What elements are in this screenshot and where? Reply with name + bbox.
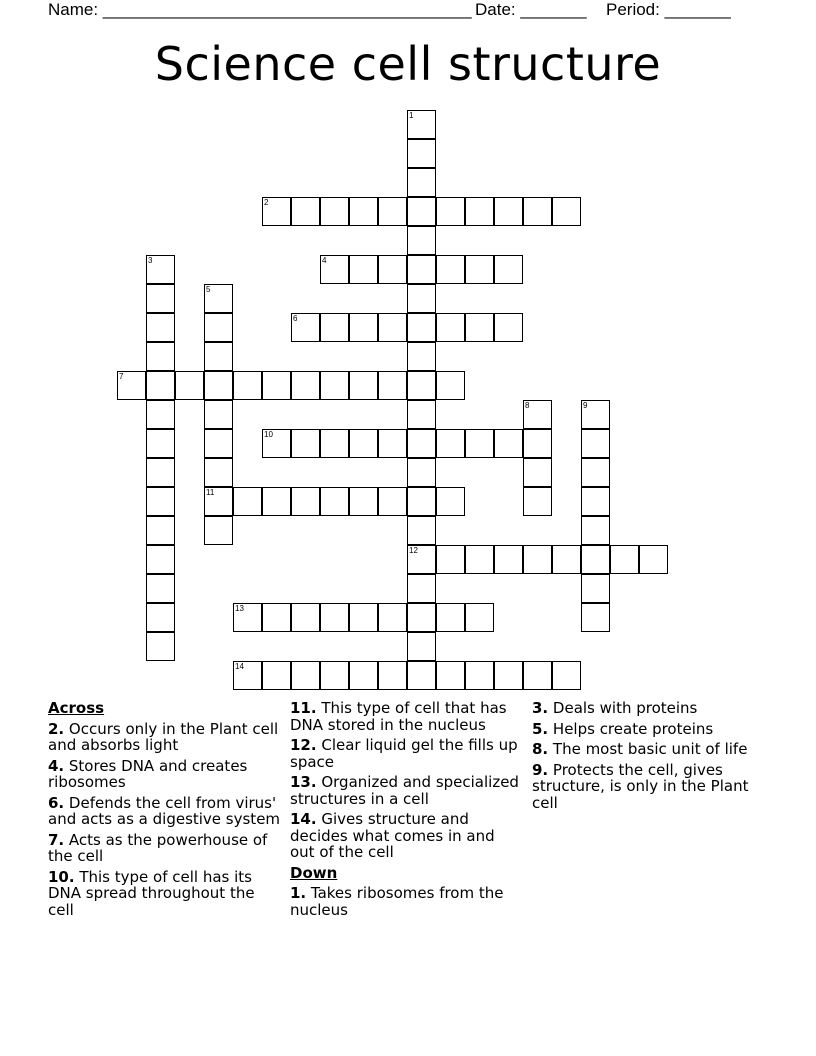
grid-cell[interactable] (146, 458, 175, 487)
grid-cell[interactable] (552, 545, 581, 574)
grid-cell[interactable] (407, 139, 436, 168)
grid-cell[interactable] (494, 197, 523, 226)
clue-text: Helps create proteins (548, 719, 714, 738)
grid-cell[interactable] (581, 458, 610, 487)
clue-text: Organized and specialized structures in a cell (290, 773, 519, 808)
grid-cell[interactable] (378, 429, 407, 458)
grid-cell[interactable] (146, 516, 175, 545)
page-title: Science cell structure (154, 37, 662, 91)
grid-cell[interactable] (523, 661, 552, 690)
clue-number: 6. (48, 793, 65, 812)
clue-item (532, 741, 772, 758)
grid-cell[interactable] (262, 661, 291, 690)
grid-cell[interactable] (436, 371, 465, 400)
grid-cell[interactable] (349, 429, 378, 458)
grid-cell[interactable] (465, 255, 494, 284)
grid-cell[interactable] (407, 545, 436, 574)
grid-cell[interactable] (146, 313, 175, 342)
grid-cell[interactable] (378, 255, 407, 284)
grid-cell[interactable] (146, 603, 175, 632)
grid-cell[interactable] (465, 661, 494, 690)
clue-text: Takes ribosomes from the nucleus (290, 884, 504, 919)
clue-item (532, 762, 772, 812)
grid-cell[interactable] (465, 603, 494, 632)
clue-item (48, 795, 284, 828)
grid-cell[interactable] (407, 110, 436, 139)
grid-cell[interactable] (581, 545, 610, 574)
grid-cell[interactable] (581, 429, 610, 458)
grid-cell[interactable] (146, 400, 175, 429)
grid-cell[interactable] (146, 574, 175, 603)
clue-item (290, 811, 520, 861)
grid-cell[interactable] (407, 342, 436, 371)
period-line: _______ (664, 0, 731, 19)
grid-cell[interactable] (349, 661, 378, 690)
grid-cell[interactable] (552, 197, 581, 226)
grid-cell[interactable] (436, 255, 465, 284)
grid-cell[interactable] (523, 197, 552, 226)
clue-number: 2. (48, 719, 65, 738)
clue-number-label: 3 (148, 256, 153, 265)
clue-item (290, 737, 520, 770)
grid-cell[interactable] (523, 400, 552, 429)
grid-cell[interactable] (320, 603, 349, 632)
clue-number-label: 2 (264, 198, 269, 207)
grid-cell[interactable] (378, 487, 407, 516)
grid-cell[interactable] (291, 371, 320, 400)
clue-item (48, 758, 284, 791)
grid-cell[interactable] (407, 313, 436, 342)
clue-text: Occurs only in the Plant cell and absorbs light (48, 719, 279, 754)
clue-text: The most basic unit of life (548, 740, 748, 758)
grid-cell[interactable] (146, 284, 175, 313)
clue-item (290, 885, 520, 918)
clue-number: 13. (290, 773, 317, 791)
grid-cell[interactable] (407, 226, 436, 255)
grid-cell[interactable] (436, 429, 465, 458)
grid-cell[interactable] (146, 545, 175, 574)
clue-number: 7. (48, 830, 65, 849)
grid-cell[interactable] (146, 371, 175, 400)
grid-cell[interactable] (378, 197, 407, 226)
grid-cell[interactable] (436, 661, 465, 690)
grid-cell[interactable] (407, 400, 436, 429)
grid-cell[interactable] (465, 429, 494, 458)
grid-cell[interactable] (204, 371, 233, 400)
grid-cell[interactable] (233, 603, 262, 632)
grid-cell[interactable] (436, 197, 465, 226)
down-heading: Down (290, 863, 338, 882)
date-line: _______ (520, 0, 587, 19)
grid-cell[interactable] (146, 487, 175, 516)
grid-cell[interactable] (378, 603, 407, 632)
period-label: Period: (606, 0, 665, 19)
clue-text: Stores DNA and creates ribosomes (48, 756, 248, 791)
grid-cell[interactable] (349, 603, 378, 632)
grid-cell[interactable] (407, 429, 436, 458)
grid-cell[interactable] (204, 284, 233, 313)
clue-number-label: 13 (235, 604, 244, 613)
grid-cell[interactable] (320, 661, 349, 690)
grid-cell[interactable] (436, 603, 465, 632)
grid-cell[interactable] (262, 487, 291, 516)
grid-cell[interactable] (291, 197, 320, 226)
clue-item (290, 700, 520, 733)
grid-cell[interactable] (291, 429, 320, 458)
grid-cell[interactable] (378, 313, 407, 342)
clue-item (48, 869, 284, 919)
grid-cell[interactable] (204, 429, 233, 458)
grid-cell[interactable] (523, 429, 552, 458)
clue-number: 5. (532, 719, 549, 738)
grid-cell[interactable] (233, 661, 262, 690)
grid-cell[interactable] (291, 603, 320, 632)
name-label: Name: (48, 0, 103, 19)
grid-cell[interactable] (494, 255, 523, 284)
grid-cell[interactable] (494, 661, 523, 690)
grid-cell[interactable] (581, 400, 610, 429)
grid-cell[interactable] (349, 255, 378, 284)
clues-column-3 (532, 700, 772, 815)
grid-cell[interactable] (291, 661, 320, 690)
grid-cell[interactable] (407, 458, 436, 487)
grid-cell[interactable] (581, 574, 610, 603)
grid-cell[interactable] (436, 313, 465, 342)
grid-cell[interactable] (233, 487, 262, 516)
grid-cell[interactable] (552, 661, 581, 690)
grid-cell[interactable] (523, 458, 552, 487)
grid-cell[interactable] (204, 516, 233, 545)
grid-cell[interactable] (407, 661, 436, 690)
grid-cell[interactable] (465, 313, 494, 342)
clue-text: Clear liquid gel the fills up space (290, 736, 518, 771)
grid-cell[interactable] (465, 545, 494, 574)
grid-cell[interactable] (407, 371, 436, 400)
clue-number-label: 7 (119, 372, 124, 381)
grid-cell[interactable] (378, 371, 407, 400)
grid-cell[interactable] (291, 313, 320, 342)
grid-cell[interactable] (204, 400, 233, 429)
clues-column-1 (48, 700, 284, 922)
clue-number: 10. (48, 867, 75, 886)
clues-column-2 (290, 700, 520, 922)
clue-text: Defends the cell from virus' and acts as a digestive system (48, 793, 281, 828)
grid-cell[interactable] (320, 255, 349, 284)
grid-cell[interactable] (233, 371, 262, 400)
clue-text: Deals with proteins (548, 699, 698, 717)
grid-cell[interactable] (465, 197, 494, 226)
clue-text: This type of cell that has DNA stored in the nucleus (290, 699, 507, 734)
clue-text: Gives structure and decides what comes in and out of the cell (290, 810, 495, 861)
grid-cell[interactable] (320, 313, 349, 342)
clue-item (48, 721, 284, 754)
clue-item (290, 774, 520, 807)
grid-cell[interactable] (262, 603, 291, 632)
clue-number-label: 1 (409, 111, 414, 120)
grid-cell[interactable] (204, 458, 233, 487)
clue-number: 4. (48, 756, 65, 775)
clue-item (48, 832, 284, 865)
grid-cell[interactable] (262, 429, 291, 458)
grid-cell[interactable] (146, 255, 175, 284)
grid-cell[interactable] (436, 487, 465, 516)
grid-cell[interactable] (146, 632, 175, 661)
clue-number-label: 6 (293, 314, 298, 323)
grid-cell[interactable] (378, 661, 407, 690)
grid-cell[interactable] (262, 371, 291, 400)
grid-cell[interactable] (204, 342, 233, 371)
clue-text: Acts as the powerhouse of the cell (48, 830, 268, 865)
grid-cell[interactable] (117, 371, 146, 400)
grid-cell[interactable] (349, 313, 378, 342)
grid-cell[interactable] (523, 487, 552, 516)
grid-cell[interactable] (407, 255, 436, 284)
grid-cell[interactable] (146, 429, 175, 458)
grid-cell[interactable] (494, 313, 523, 342)
grid-cell[interactable] (407, 284, 436, 313)
grid-cell[interactable] (494, 545, 523, 574)
clue-item (532, 700, 772, 717)
grid-cell[interactable] (523, 545, 552, 574)
clue-number-label: 5 (206, 285, 211, 294)
grid-cell[interactable] (639, 545, 668, 574)
grid-cell[interactable] (407, 487, 436, 516)
grid-cell[interactable] (349, 371, 378, 400)
grid-cell[interactable] (291, 487, 320, 516)
grid-cell[interactable] (407, 197, 436, 226)
grid-cell[interactable] (320, 429, 349, 458)
grid-cell[interactable] (349, 197, 378, 226)
grid-cell[interactable] (436, 545, 465, 574)
clue-number-label: 10 (264, 430, 273, 439)
clue-number: 8. (532, 740, 549, 758)
clue-number-label: 9 (583, 401, 588, 410)
clue-number-label: 11 (206, 488, 215, 497)
grid-cell[interactable] (204, 313, 233, 342)
clue-number-label: 14 (235, 662, 244, 671)
clue-number: 3. (532, 699, 549, 717)
grid-cell[interactable] (320, 371, 349, 400)
clue-item (532, 721, 772, 738)
clue-text: Protects the cell, gives structure, is only in the Plant cell (532, 760, 749, 812)
grid-cell[interactable] (349, 487, 378, 516)
clue-number: 9. (532, 760, 549, 779)
grid-cell[interactable] (407, 603, 436, 632)
grid-cell[interactable] (407, 574, 436, 603)
grid-cell[interactable] (320, 197, 349, 226)
date-label: Date: (475, 0, 521, 19)
grid-cell[interactable] (581, 516, 610, 545)
clue-text: This type of cell has its DNA spread throughout the cell (48, 867, 255, 919)
grid-cell[interactable] (175, 371, 204, 400)
clue-number: 12. (290, 736, 317, 754)
grid-cell[interactable] (407, 516, 436, 545)
grid-cell[interactable] (407, 632, 436, 661)
clue-number-label: 8 (525, 401, 530, 410)
grid-cell[interactable] (581, 487, 610, 516)
across-heading: Across (48, 699, 105, 717)
clue-number: 1. (290, 884, 307, 902)
grid-cell[interactable] (581, 603, 610, 632)
grid-cell[interactable] (407, 168, 436, 197)
grid-cell[interactable] (204, 487, 233, 516)
grid-cell[interactable] (610, 545, 639, 574)
name-line: _______________________________________ (102, 0, 472, 19)
clue-number-label: 4 (322, 256, 327, 265)
grid-cell[interactable] (320, 487, 349, 516)
clue-number-label: 12 (409, 546, 418, 555)
grid-cell[interactable] (494, 429, 523, 458)
clue-number: 14. (290, 810, 317, 828)
clue-number: 11. (290, 699, 317, 717)
grid-cell[interactable] (146, 342, 175, 371)
grid-cell[interactable] (262, 197, 291, 226)
